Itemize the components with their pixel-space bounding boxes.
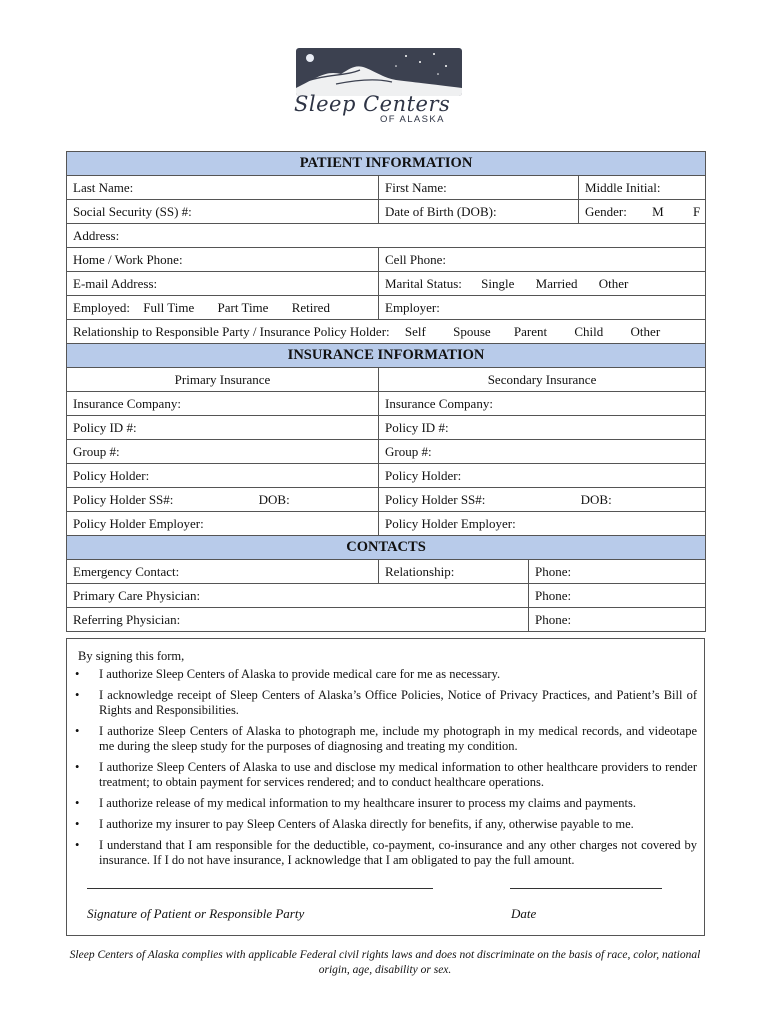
secondary-policy-holder-field[interactable]: Policy Holder:	[379, 464, 706, 488]
secondary-policy-holder-employer-field[interactable]: Policy Holder Employer:	[379, 512, 706, 536]
date-line[interactable]	[510, 888, 662, 889]
bullet: •	[75, 688, 80, 702]
email-field[interactable]: E-mail Address:	[67, 272, 379, 296]
secondary-policy-holder-ss-field[interactable]	[379, 488, 706, 512]
ssn-field[interactable]: Social Security (SS) #:	[67, 200, 379, 224]
relationship-option-child[interactable]: Child	[574, 323, 604, 339]
marital-option-other[interactable]: Other	[598, 275, 629, 291]
consent-item: • I authorize Sleep Centers of Alaska to photograph me, include my photograph in my medical records, and videotape me during the sleep study for the purposes of diagnosing and treating my condition.	[75, 724, 697, 753]
primary-care-phone-field[interactable]: Phone:	[529, 584, 706, 608]
consent-intro: By signing this form,	[78, 649, 185, 663]
logo-wordmark: Sleep Centers	[294, 92, 451, 116]
primary-policy-holder-field[interactable]: Policy Holder:	[67, 464, 379, 488]
primary-insurance-heading: Primary Insurance	[67, 368, 379, 392]
bullet: •	[75, 838, 80, 852]
bullet: •	[75, 817, 80, 831]
patient-form-table	[66, 151, 706, 632]
gender-field[interactable]	[579, 200, 706, 224]
home-work-phone-field[interactable]: Home / Work Phone:	[67, 248, 379, 272]
bullet: •	[75, 667, 80, 681]
relationship-option-parent[interactable]: Parent	[513, 323, 548, 339]
consent-item: • I authorize Sleep Centers of Alaska to use and disclose my medical information to other healthcare providers to render treatment; to obtain payment for services rendered; and to conduct healthcare operations.	[75, 760, 697, 789]
date-label: Date	[511, 906, 537, 921]
gender-label: Gender:	[585, 203, 627, 219]
relationship-option-self[interactable]: Self	[404, 323, 426, 339]
consent-item: • I acknowledge receipt of Sleep Centers of Alaska’s Office Policies, Notice of Privacy Practices, and Patient’s Bill of Rights and Responsibilities.	[75, 688, 697, 717]
middle-initial-field[interactable]: Middle Initial:	[579, 176, 706, 200]
bullet: •	[75, 724, 80, 738]
primary-policy-id-field[interactable]: Policy ID #:	[67, 416, 379, 440]
insurance-information-header: INSURANCE INFORMATION	[67, 344, 706, 368]
secondary-holder-ss-label: Policy Holder SS#:	[385, 491, 486, 507]
employer-field[interactable]: Employer:	[379, 296, 706, 320]
logo-subtitle: OF ALASKA	[380, 114, 445, 125]
sleep-centers-logo	[292, 46, 468, 126]
dob-field[interactable]: Date of Birth (DOB):	[379, 200, 579, 224]
emergency-contact-field[interactable]: Emergency Contact:	[67, 560, 379, 584]
primary-holder-dob-label: DOB:	[258, 491, 290, 507]
consent-section	[66, 638, 705, 936]
gender-option-f[interactable]: F	[692, 203, 701, 219]
marital-status-label: Marital Status:	[385, 275, 462, 291]
emergency-relationship-field[interactable]: Relationship:	[379, 560, 529, 584]
primary-group-field[interactable]: Group #:	[67, 440, 379, 464]
secondary-group-field[interactable]: Group #:	[379, 440, 706, 464]
gender-option-m[interactable]: M	[652, 203, 664, 219]
address-field[interactable]: Address:	[67, 224, 706, 248]
referring-physician-phone-field[interactable]: Phone:	[529, 608, 706, 632]
bullet: •	[75, 796, 80, 810]
primary-care-physician-field[interactable]: Primary Care Physician:	[67, 584, 529, 608]
secondary-policy-id-field[interactable]: Policy ID #:	[379, 416, 706, 440]
relationship-field[interactable]	[67, 320, 706, 344]
bullet: •	[75, 760, 80, 774]
consent-item: • I authorize release of my medical information to my healthcare insurer to process my claims and payments.	[75, 796, 636, 810]
primary-policy-holder-ss-field[interactable]	[67, 488, 379, 512]
secondary-insurance-heading: Secondary Insurance	[379, 368, 706, 392]
secondary-holder-dob-label: DOB:	[580, 491, 612, 507]
primary-holder-ss-label: Policy Holder SS#:	[73, 491, 174, 507]
cell-phone-field[interactable]: Cell Phone:	[379, 248, 706, 272]
primary-insurance-company-field[interactable]: Insurance Company:	[67, 392, 379, 416]
employed-field[interactable]	[67, 296, 379, 320]
logo-mountain-graphic	[296, 48, 462, 96]
employed-option-retired[interactable]: Retired	[291, 299, 330, 315]
employed-option-part-time[interactable]: Part Time	[217, 299, 269, 315]
consent-list	[67, 667, 697, 874]
marital-option-married[interactable]: Married	[535, 275, 578, 291]
consent-item: • I authorize Sleep Centers of Alaska to provide medical care for me as necessary.	[75, 667, 501, 681]
relationship-label: Relationship to Responsible Party / Insurance Policy Holder:	[73, 323, 390, 339]
consent-item: • I understand that I am responsible for the deductible, co-payment, co-insurance and any other charges not covered by insurance. If I do not have insurance, I acknowledge that I am obligated to pay the full amount.	[75, 838, 697, 867]
consent-item: • I authorize my insurer to pay Sleep Centers of Alaska directly for benefits, if any, otherwise payable to me.	[75, 817, 634, 831]
primary-policy-holder-employer-field[interactable]: Policy Holder Employer:	[67, 512, 379, 536]
secondary-insurance-company-field[interactable]: Insurance Company:	[379, 392, 706, 416]
employed-option-full-time[interactable]: Full Time	[143, 299, 195, 315]
signature-line[interactable]	[87, 888, 433, 889]
contacts-header: CONTACTS	[67, 536, 706, 560]
employed-label: Employed:	[73, 299, 131, 315]
signature-label: Signature of Patient or Responsible Party	[87, 906, 305, 921]
marital-option-single[interactable]: Single	[481, 275, 515, 291]
relationship-option-spouse[interactable]: Spouse	[453, 323, 491, 339]
referring-physician-field[interactable]: Referring Physician:	[67, 608, 529, 632]
emergency-phone-field[interactable]: Phone:	[529, 560, 706, 584]
first-name-field[interactable]: First Name:	[379, 176, 579, 200]
last-name-field[interactable]: Last Name:	[67, 176, 379, 200]
relationship-option-other[interactable]: Other	[630, 323, 661, 339]
nondiscrimination-notice: Sleep Centers of Alaska complies with applicable Federal civil rights laws and does not discriminate on the basis of race, color, national origin, age, disability or sex.	[69, 949, 701, 976]
marital-status-field[interactable]	[379, 272, 706, 296]
patient-information-header: PATIENT INFORMATION	[67, 152, 706, 176]
